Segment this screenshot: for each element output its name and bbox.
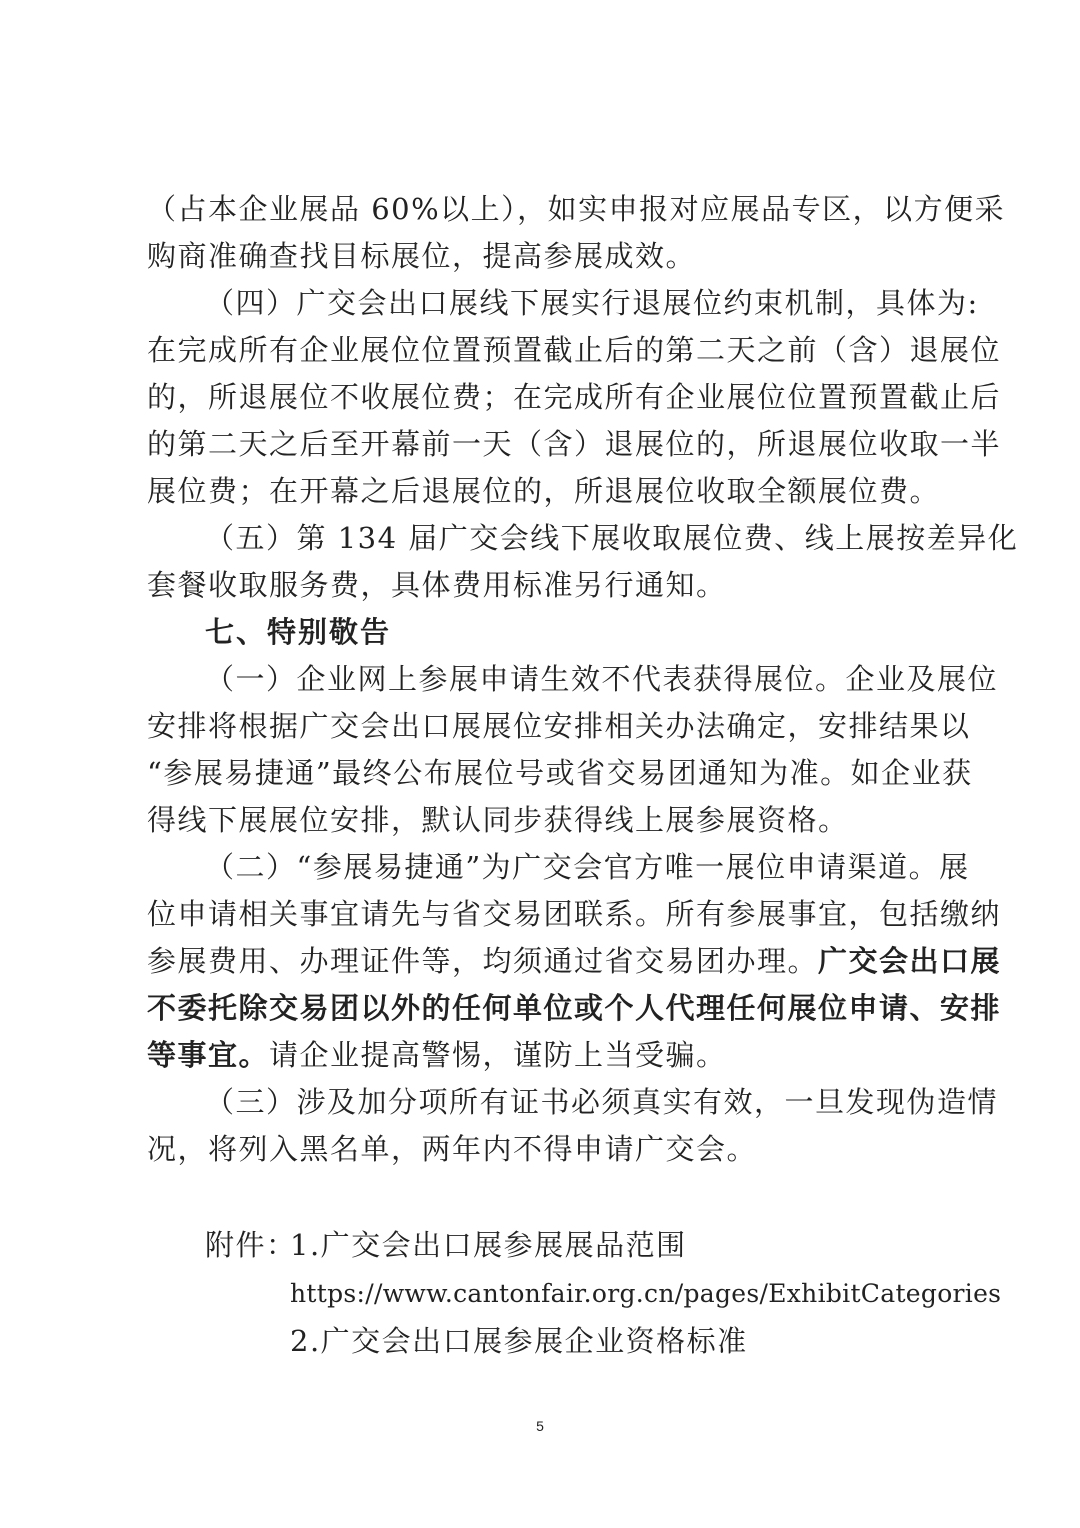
paragraph-line: （四）广交会出口展线下展实行退展位约束机制，具体为:: [205, 286, 979, 320]
paragraph-line: 的第二天之后至开幕前一天（含）退展位的，所退展位收取一半: [147, 427, 1002, 461]
paragraph-line: [147, 1032, 943, 1078]
attachment-item-2: 2.广交会出口展参展企业资格标准: [290, 1324, 748, 1358]
attachment-item-1: 1.广交会出口展参展展品范围: [290, 1228, 687, 1262]
paragraph-line: 安排将根据广交会出口展展位安排相关办法确定，安排结果以: [147, 709, 971, 743]
paragraph-line: （五）第 134 届广交会线下展收取展位费、线上展按差异化: [205, 521, 1019, 555]
paragraph-line: （占本企业展品 60%以上），如实申报对应展品专区，以方便采: [147, 192, 1006, 226]
attachment-link[interactable]: https://www.cantonfair.org.cn/pages/ExhibitCategories: [290, 1279, 1002, 1308]
bold-notice-text: 广交会出口展: [818, 944, 1002, 978]
paragraph-line: （一）企业网上参展申请生效不代表获得展位。企业及展位: [205, 662, 999, 696]
bold-notice-line: 不委托除交易团以外的任何单位或个人代理任何展位申请、安排: [147, 991, 1002, 1025]
paragraph-line: 套餐收取服务费，具体费用标准另行通知。: [147, 568, 727, 602]
paragraph-text: 请企业提高警惕，谨防上当受骗。: [269, 1038, 727, 1072]
paragraph-line: 的，所退展位不收展位费；在完成所有企业展位位置预置截止后: [147, 380, 1002, 414]
paragraph-line: 况，将列入黑名单，两年内不得申请广交会。: [147, 1132, 758, 1166]
paragraph-line: [147, 938, 1002, 984]
paragraph-line: “参展易捷通”最终公布展位号或省交易团通知为准。如企业获: [147, 756, 973, 790]
paragraph-line: 购商准确查找目标展位，提高参展成效。: [147, 239, 697, 273]
paragraph-line: 在完成所有企业展位位置预置截止后的第二天之前（含）退展位: [147, 333, 1002, 367]
paragraph-text: 参展费用、办理证件等，均须通过省交易团办理。: [147, 944, 819, 978]
paragraph-line: （二）“参展易捷通”为广交会官方唯一展位申请渠道。展: [205, 850, 970, 884]
paragraph-line: 展位费；在开幕之后退展位的，所退展位收取全额展位费。: [147, 474, 941, 508]
page-number: 5: [536, 1418, 544, 1434]
paragraph-line: 得线下展展位安排，默认同步获得线上展参展资格。: [147, 803, 849, 837]
bold-notice-text: 等事宜。: [147, 1038, 270, 1072]
section-heading: 七、特别敬告: [205, 615, 392, 649]
attachments-label: 附件：: [205, 1228, 297, 1262]
paragraph-line: （三）涉及加分项所有证书必须真实有效，一旦发现伪造情: [205, 1085, 999, 1119]
paragraph-line: 位申请相关事宜请先与省交易团联系。所有参展事宜，包括缴纳: [147, 897, 1002, 931]
